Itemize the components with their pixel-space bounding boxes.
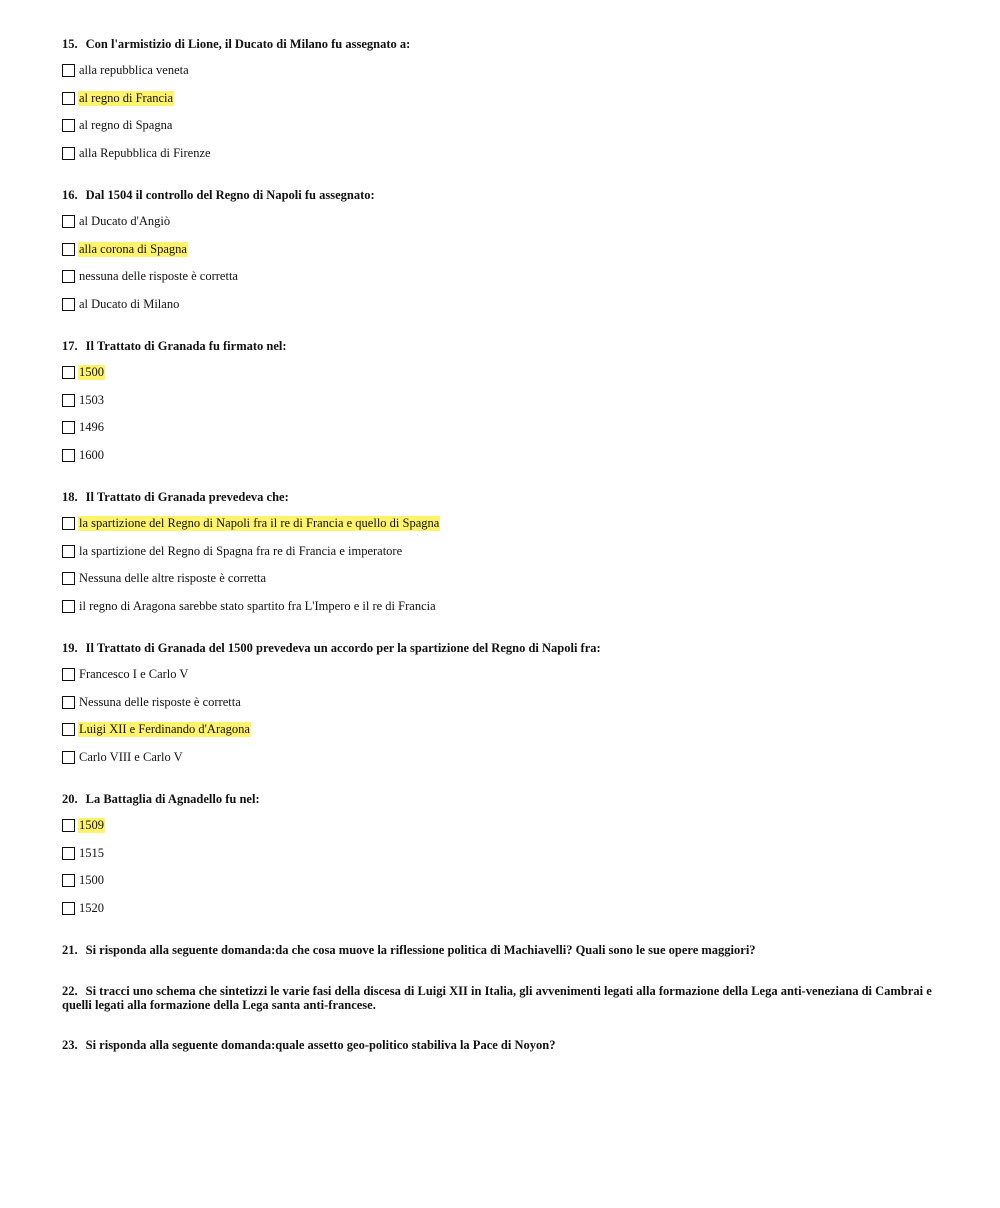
answer-checkbox[interactable] [62,600,75,613]
question-number: 22. [62,984,78,998]
answer-label: 1600 [79,447,104,462]
answer-label: al Ducato di Milano [79,296,180,311]
open-question-22 [62,985,942,1012]
answer-option[interactable] [62,145,942,162]
answer-checkbox[interactable] [62,92,75,105]
answer-checkbox[interactable] [62,215,75,228]
open-question-21 [62,944,942,958]
answer-label: 1515 [79,845,104,860]
answer-option[interactable] [62,213,942,230]
answer-checkbox[interactable] [62,751,75,764]
question-text: Il Trattato di Granada del 1500 prevedeva un accordo per la spartizione del Regno di Napoli fra: [85,641,601,655]
answer-label: Francesco I e Carlo V [79,667,189,681]
answer-option[interactable] [62,268,942,285]
answer-checkbox[interactable] [62,545,75,558]
answer-checkbox[interactable] [62,668,75,681]
answer-label: 1503 [79,392,104,407]
answer-label-highlighted: 1500 [79,365,104,379]
question-number: 16. [62,188,78,202]
answer-option[interactable] [62,117,942,134]
question-text: Con l'armistizio di Lione, il Ducato di Milano fu assegnato a: [85,37,411,51]
answer-option[interactable] [62,570,942,587]
open-question-23 [62,1039,942,1053]
question-number: 19. [62,641,78,655]
answer-option[interactable] [62,598,942,615]
answer-option[interactable] [62,296,942,313]
question-18 [62,490,942,625]
answer-checkbox[interactable] [62,366,75,379]
answer-label: alla Repubblica di Firenze [79,145,211,160]
question-title [62,37,942,52]
answer-checkbox[interactable] [62,270,75,283]
answer-option[interactable] [62,845,942,862]
answer-checkbox[interactable] [62,696,75,709]
answer-checkbox[interactable] [62,119,75,132]
answer-checkbox[interactable] [62,902,75,915]
question-number: 18. [62,490,78,504]
question-number: 21. [62,943,78,957]
answer-checkbox[interactable] [62,298,75,311]
question-text: Si risponda alla seguente domanda:da che cosa muove la riflessione politica di Machiavelli? Quali sono le sue opere maggiori? [85,943,756,957]
answer-checkbox[interactable] [62,723,75,736]
question-title [62,339,942,354]
answer-checkbox[interactable] [62,243,75,256]
question-text: Dal 1504 il controllo del Regno di Napoli fu assegnato: [85,188,375,202]
answer-label-highlighted: Luigi XII e Ferdinando d'Aragona [79,722,250,737]
answer-option[interactable] [62,62,942,79]
answer-checkbox[interactable] [62,394,75,407]
question-title [62,490,942,505]
answer-label: Nessuna delle altre risposte è corretta [79,571,267,586]
answer-checkbox[interactable] [62,64,75,77]
question-text: Si tracci uno schema che sintetizzi le varie fasi della discesa di Luigi XII in Italia, gli avvenimenti legati alla formazione della Lega anti-veneziana di Cambrai e quelli legati alla formazione della Lega santa anti-francese. [62,984,932,1012]
answer-option[interactable] [62,900,942,917]
answer-option[interactable] [62,721,942,738]
question-title [62,792,942,807]
answer-option[interactable] [62,872,942,889]
answer-checkbox[interactable] [62,147,75,160]
answer-label: 1500 [79,873,104,888]
question-19 [62,641,942,776]
answer-label: 1496 [79,420,104,435]
answer-option[interactable] [62,364,942,381]
answer-option[interactable] [62,666,942,683]
answer-option[interactable] [62,543,942,560]
question-title [62,188,942,203]
answer-checkbox[interactable] [62,819,75,832]
answer-label-highlighted: 1509 [79,818,104,832]
answer-option[interactable] [62,515,942,532]
answer-label-highlighted: la spartizione del Regno di Napoli fra il re di Francia e quello di Spagna [79,516,440,530]
answer-checkbox[interactable] [62,847,75,860]
answer-option[interactable] [62,419,942,436]
answer-checkbox[interactable] [62,421,75,434]
answer-label: al regno di Spagna [79,118,173,133]
answer-option[interactable] [62,392,942,409]
answer-checkbox[interactable] [62,449,75,462]
answer-option[interactable] [62,447,942,464]
answer-label-highlighted: alla corona di Spagna [79,241,187,256]
question-text: La Battaglia di Agnadello fu nel: [85,792,260,806]
question-title [62,641,942,656]
answer-label: Nessuna delle risposte è corretta [79,694,241,709]
answer-option[interactable] [62,241,942,258]
answer-option[interactable] [62,749,942,766]
answer-checkbox[interactable] [62,517,75,530]
answer-option[interactable] [62,90,942,107]
answer-label-highlighted: al regno di Francia [79,90,174,105]
answer-checkbox[interactable] [62,874,75,887]
answer-label: alla repubblica veneta [79,63,189,77]
answer-label: Carlo VIII e Carlo V [79,749,183,764]
question-number: 15. [62,37,78,51]
question-20 [62,792,942,927]
answer-label: 1520 [79,900,104,915]
question-17 [62,339,942,474]
question-text: Il Trattato di Granada prevedeva che: [85,490,289,504]
question-15 [62,37,942,172]
question-number: 17. [62,339,78,353]
answer-label: il regno di Aragona sarebbe stato spartito fra L'Impero e il re di Francia [79,598,436,613]
answer-label: al Ducato d'Angiò [79,214,171,228]
question-text: Si risponda alla seguente domanda:quale assetto geo-politico stabiliva la Pace di Noyon? [85,1038,556,1052]
question-text: Il Trattato di Granada fu firmato nel: [85,339,287,353]
question-number: 20. [62,792,78,806]
answer-option[interactable] [62,817,942,834]
answer-label: nessuna delle risposte è corretta [79,269,238,284]
answer-checkbox[interactable] [62,572,75,585]
answer-option[interactable] [62,694,942,711]
question-16 [62,188,942,323]
answer-label: la spartizione del Regno di Spagna fra re di Francia e imperatore [79,543,403,558]
question-number: 23. [62,1038,78,1052]
